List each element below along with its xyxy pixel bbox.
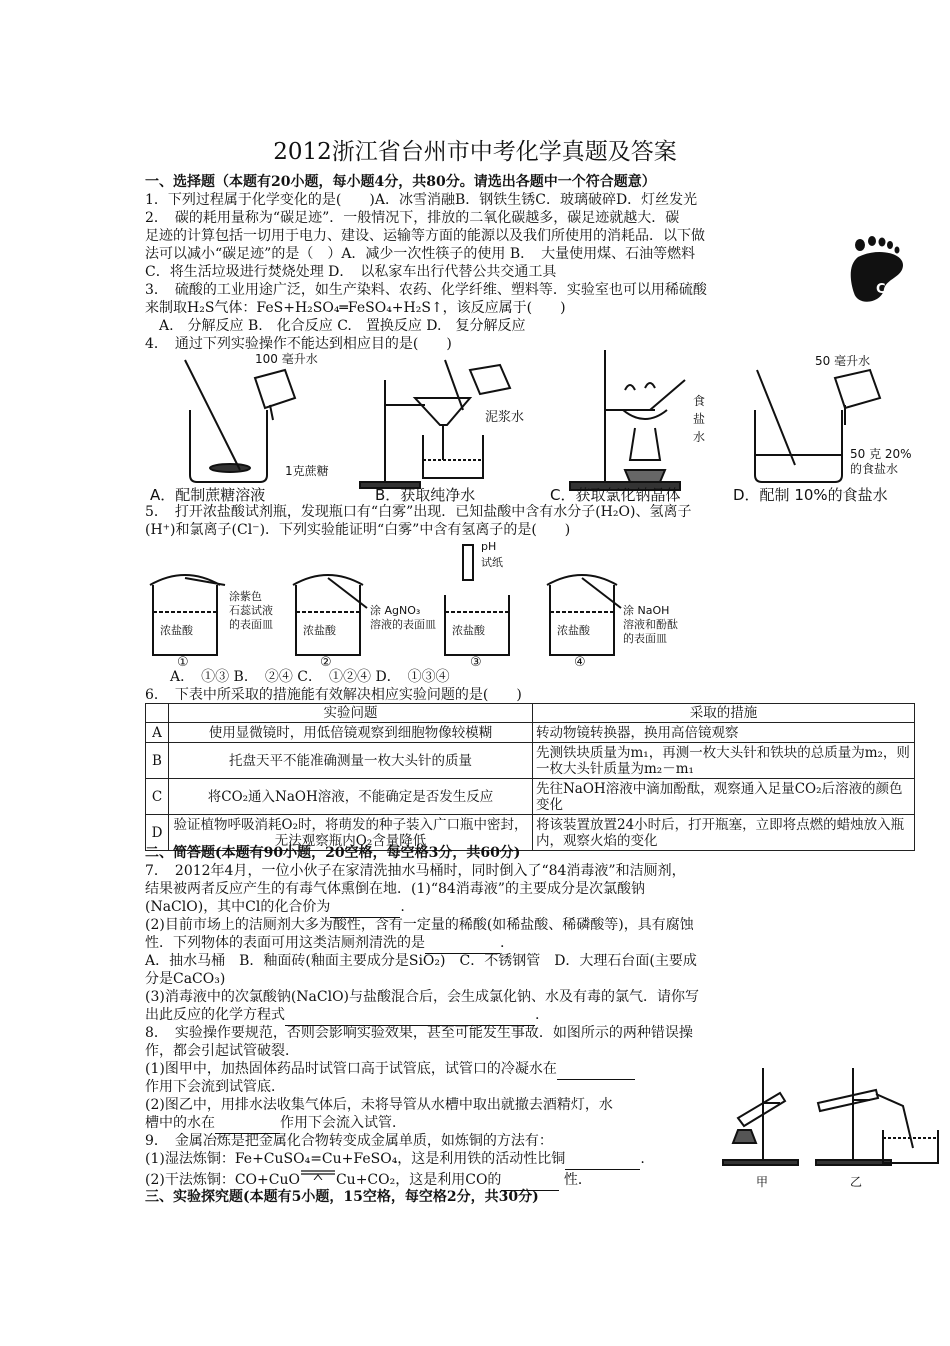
q5-label-4-c: 的表面皿 [623,632,667,645]
section-1-heading: 一、选择题（本题有20小题，每小题4分，共80分。请选出各题中一个符合题意） [145,174,656,190]
q5-num-3: ③ [470,655,482,670]
question-4-figure [145,350,935,505]
question-7-line-4: (2)目前市场上的洁厕剂大多为酸性，含有一定量的稀酸(如稀盐酸、稀磷酸等)，具有腐蚀 [145,917,694,933]
question-5-line-1: 5． 打开浓盐酸试剂瓶，发现瓶口有“白雾”出现．已知盐酸中含有水分子(H₂O)、氢离子 [145,504,692,520]
section-3-heading: 三、实验探究题(本题有5小题，15空格，每空格2分，共30分) [145,1189,539,1205]
q5-label-4-b: 溶液和酚酞 [623,618,678,631]
question-8-line-2: 作，都会引起试管破裂． [145,1043,299,1059]
table-header-measure: 采取的措施 [533,704,915,723]
q5-acid-3: 浓盐酸 [452,624,485,637]
q5-num-4: ④ [574,655,586,670]
co2-logo-text: CO2 [876,282,906,297]
q4-label-a-sugar: 1克蔗糖 [285,464,329,478]
q8-figures [718,1058,943,1188]
question-2-line-3: 法可以减小“碳足迹”的是（ ）A．减少一次性筷子的使用 B． 大量使用煤、石油等燃料 [145,246,696,262]
row-key: C [146,779,169,815]
question-9-line-2: (1)湿法炼铜：Fe+CuSO₄=Cu+FeSO₄，这是利用铁的活动性比铜 . [145,1150,645,1170]
table-header-problem: 实验问题 [169,704,533,723]
question-8-line-1: 8． 实验操作要规范，否则会影响实验效果，甚至可能发生事故．如图所示的两种错误操 [145,1025,693,1041]
equilibrium-heat-icon [300,1166,336,1186]
q5-acid-1: 浓盐酸 [160,624,193,637]
question-3-line-1: 3． 硫酸的工业用途广泛，如生产染料、农药、化学纤维、塑料等．实验室也可以用稀硫酸 [145,282,707,298]
row-problem: 使用显微镜时，用低倍镜观察到细胞物像较模糊 [169,723,533,743]
question-2-line-2: 足迹的计算包括一切用于电力、建设、运输等方面的能源以及我们所使用的消耗品．以下做 [145,228,705,244]
question-7-line-9: 出此反应的化学方程式 . [145,1006,539,1026]
q5-ph-label-2: 试纸 [481,556,503,569]
q4-label-c-salt-3: 水 [693,430,706,444]
figure-label-yi: 乙 [850,1175,863,1189]
q4-caption-d: D．配制 10%的食盐水 [733,486,888,504]
figure-label-jia: 甲 [756,1175,769,1189]
row-key: B [146,743,169,779]
q5-label-2-b: 溶液的表面皿 [370,618,436,631]
q5-num-2: ② [320,655,332,670]
row-problem: 将CO₂通入NaOH溶液，不能确定是否发生反应 [169,779,533,815]
question-9-line-1: 9． 金属冶炼是把金属化合物转变成金属单质，如炼铜的方法有： [145,1133,553,1149]
answer-blank[interactable] [425,934,500,954]
answer-blank[interactable] [557,1060,635,1080]
question-8-line-6: 槽中的水在 作用下会流入试管． [145,1114,406,1134]
q4-label-a-water: 100 毫升水 [255,352,318,366]
answer-blank[interactable] [565,1150,640,1170]
section-2-heading: 二、简答题(本题有90小题，20空格，每空格3分，共60分) [145,845,521,861]
question-1: 1．下列过程属于化学变化的是( )A．冰雪消融B．钢铁生锈C．玻璃破碎D．灯丝发光 [145,192,698,208]
q5-label-1-a: 涂紫色 [229,590,262,603]
question-7-line-3: (NaClO)，其中Cl的化合价为 . [145,898,405,918]
q5-label-2-a: 涂 AgNO₃ [370,604,421,617]
question-7-line-1: 7． 2012年4月，一位小伙子在家清洗抽水马桶时，同时倒入了“84消毒液”和洁厕剂， [145,863,686,879]
question-6-table [145,703,915,851]
q5-acid-4: 浓盐酸 [557,624,590,637]
q5-num-1: ① [177,655,189,670]
question-5-line-2: (H⁺)和氯离子(Cl⁻)．下列实验能证明“白雾”中含有氢离子的是( ) [145,522,571,538]
q4-label-b-mud: 泥浆水 [485,410,525,425]
row-measure: 先往NaOH溶液中滴加酚酞，观察通入足量CO₂后溶液的颜色变化 [533,779,915,815]
q4-label-d-salt-2: 的食盐水 [850,462,899,476]
question-7-line-8: (3)消毒液中的次氯酸钠(NaClO)与盐酸混合后，会生成氯化钠、水及有毒的氯气．请你写 [145,989,700,1005]
question-2-line-4: C．将生活垃圾进行焚烧处理 D． 以私家车出行代替公共交通工具 [145,264,557,280]
row-problem: 托盘天平不能准确测量一枚大头针的质量 [169,743,533,779]
row-measure: 先测铁块质量为m₁，再测一枚大头针和铁块的总质量为m₂，则一枚大头针质量为m₂－m₁ [533,743,915,779]
q4-label-d-salt-1: 50 克 20% [850,447,912,461]
q5-label-1-c: 的表面皿 [229,618,273,631]
question-8-line-4: 作用下会流到试管底． [145,1079,285,1095]
q4-label-c-salt-1: 食 [693,394,706,408]
q4-label-d-water: 50 毫升水 [815,354,871,368]
question-7-line-5: 性．下列物体的表面可用这类洁厕剂清洗的是 . [145,934,504,954]
q4-caption-b: B．获取纯净水 [375,486,476,504]
question-3-line-3: A. 分解反应 B. 化合反应 C. 置换反应 D. 复分解反应 [145,318,526,334]
question-7-line-2: 结果被两者反应产生的有毒气体熏倒在地．(1)“84消毒液”的主要成分是次氯酸钠 [145,881,645,897]
q5-ph-label-1: pH [481,540,497,553]
row-key: A [146,723,169,743]
question-4: 4． 通过下列实验操作不能达到相应目的是( ) [145,336,452,352]
answer-blank[interactable] [215,1114,280,1134]
table-row [146,723,915,743]
question-7-line-7: 分是CaCO₃) [145,971,226,987]
answer-blank[interactable] [285,1006,535,1026]
question-3-line-2: 来制取H₂S气体：FeS+H₂SO₄═FeSO₄+H₂S↑，该反应属于( ) [145,300,566,316]
table-header-row [146,704,915,723]
q4-label-c-salt-2: 盐 [693,412,706,426]
table-row [146,779,915,815]
page-title: 2012浙江省台州市中考化学真题及答案 [273,139,677,165]
question-5-options: A． ①③ B． ②④ C． ①②④ D． ①③④ [170,669,450,685]
q5-acid-2: 浓盐酸 [303,624,336,637]
row-measure: 转动物镜转换器，换用高倍镜观察 [533,723,915,743]
question-6: 6． 下表中所采取的措施能有效解决相应实验问题的是( ) [145,687,522,703]
q5-label-4-a: 涂 NaOH [623,604,670,617]
question-7-line-6: A．抽水马桶 B．釉面砖(釉面主要成分是SiO₂) C．不锈钢管 D．大理石台面(主要成 [145,953,697,969]
question-9-line-3: (2)干法炼铜：CO+CuO Cu+CO₂，这是利用CO的 性． [145,1170,592,1191]
table-row [146,743,915,779]
question-2-line-1: 2． 碳的耗用量称为“碳足迹”．一般情况下，排放的二氧化碳越多，碳足迹就越大．碳 [145,210,680,226]
row-measure: 将该装置放置24小时后，打开瓶塞，立即将点燃的蜡烛放入瓶内，观察火焰的变化 [533,815,915,851]
q4-caption-a: A．配制蔗糖溶液 [150,486,266,504]
q4-caption-c: C．获取氯化钠晶体 [550,486,681,504]
row-problem: 验证植物呼吸消耗O₂时，将萌发的种子装入广口瓶中密封，无法观察瓶内O₂含量降低 [169,815,533,851]
q5-label-1-b: 石蕊试液 [229,604,273,617]
answer-blank[interactable] [330,898,400,918]
question-8-line-5: (2)图乙中，用排水法收集气体后，未将导管从水槽中取出就撤去酒精灯，水 [145,1097,613,1113]
row-key: D [146,815,169,851]
co2-footprint-icon [848,235,923,310]
question-8-line-3: (1)图甲中，加热固体药品时试管口高于试管底，试管口的冷凝水在 [145,1060,635,1080]
question-5-figure [145,540,705,670]
